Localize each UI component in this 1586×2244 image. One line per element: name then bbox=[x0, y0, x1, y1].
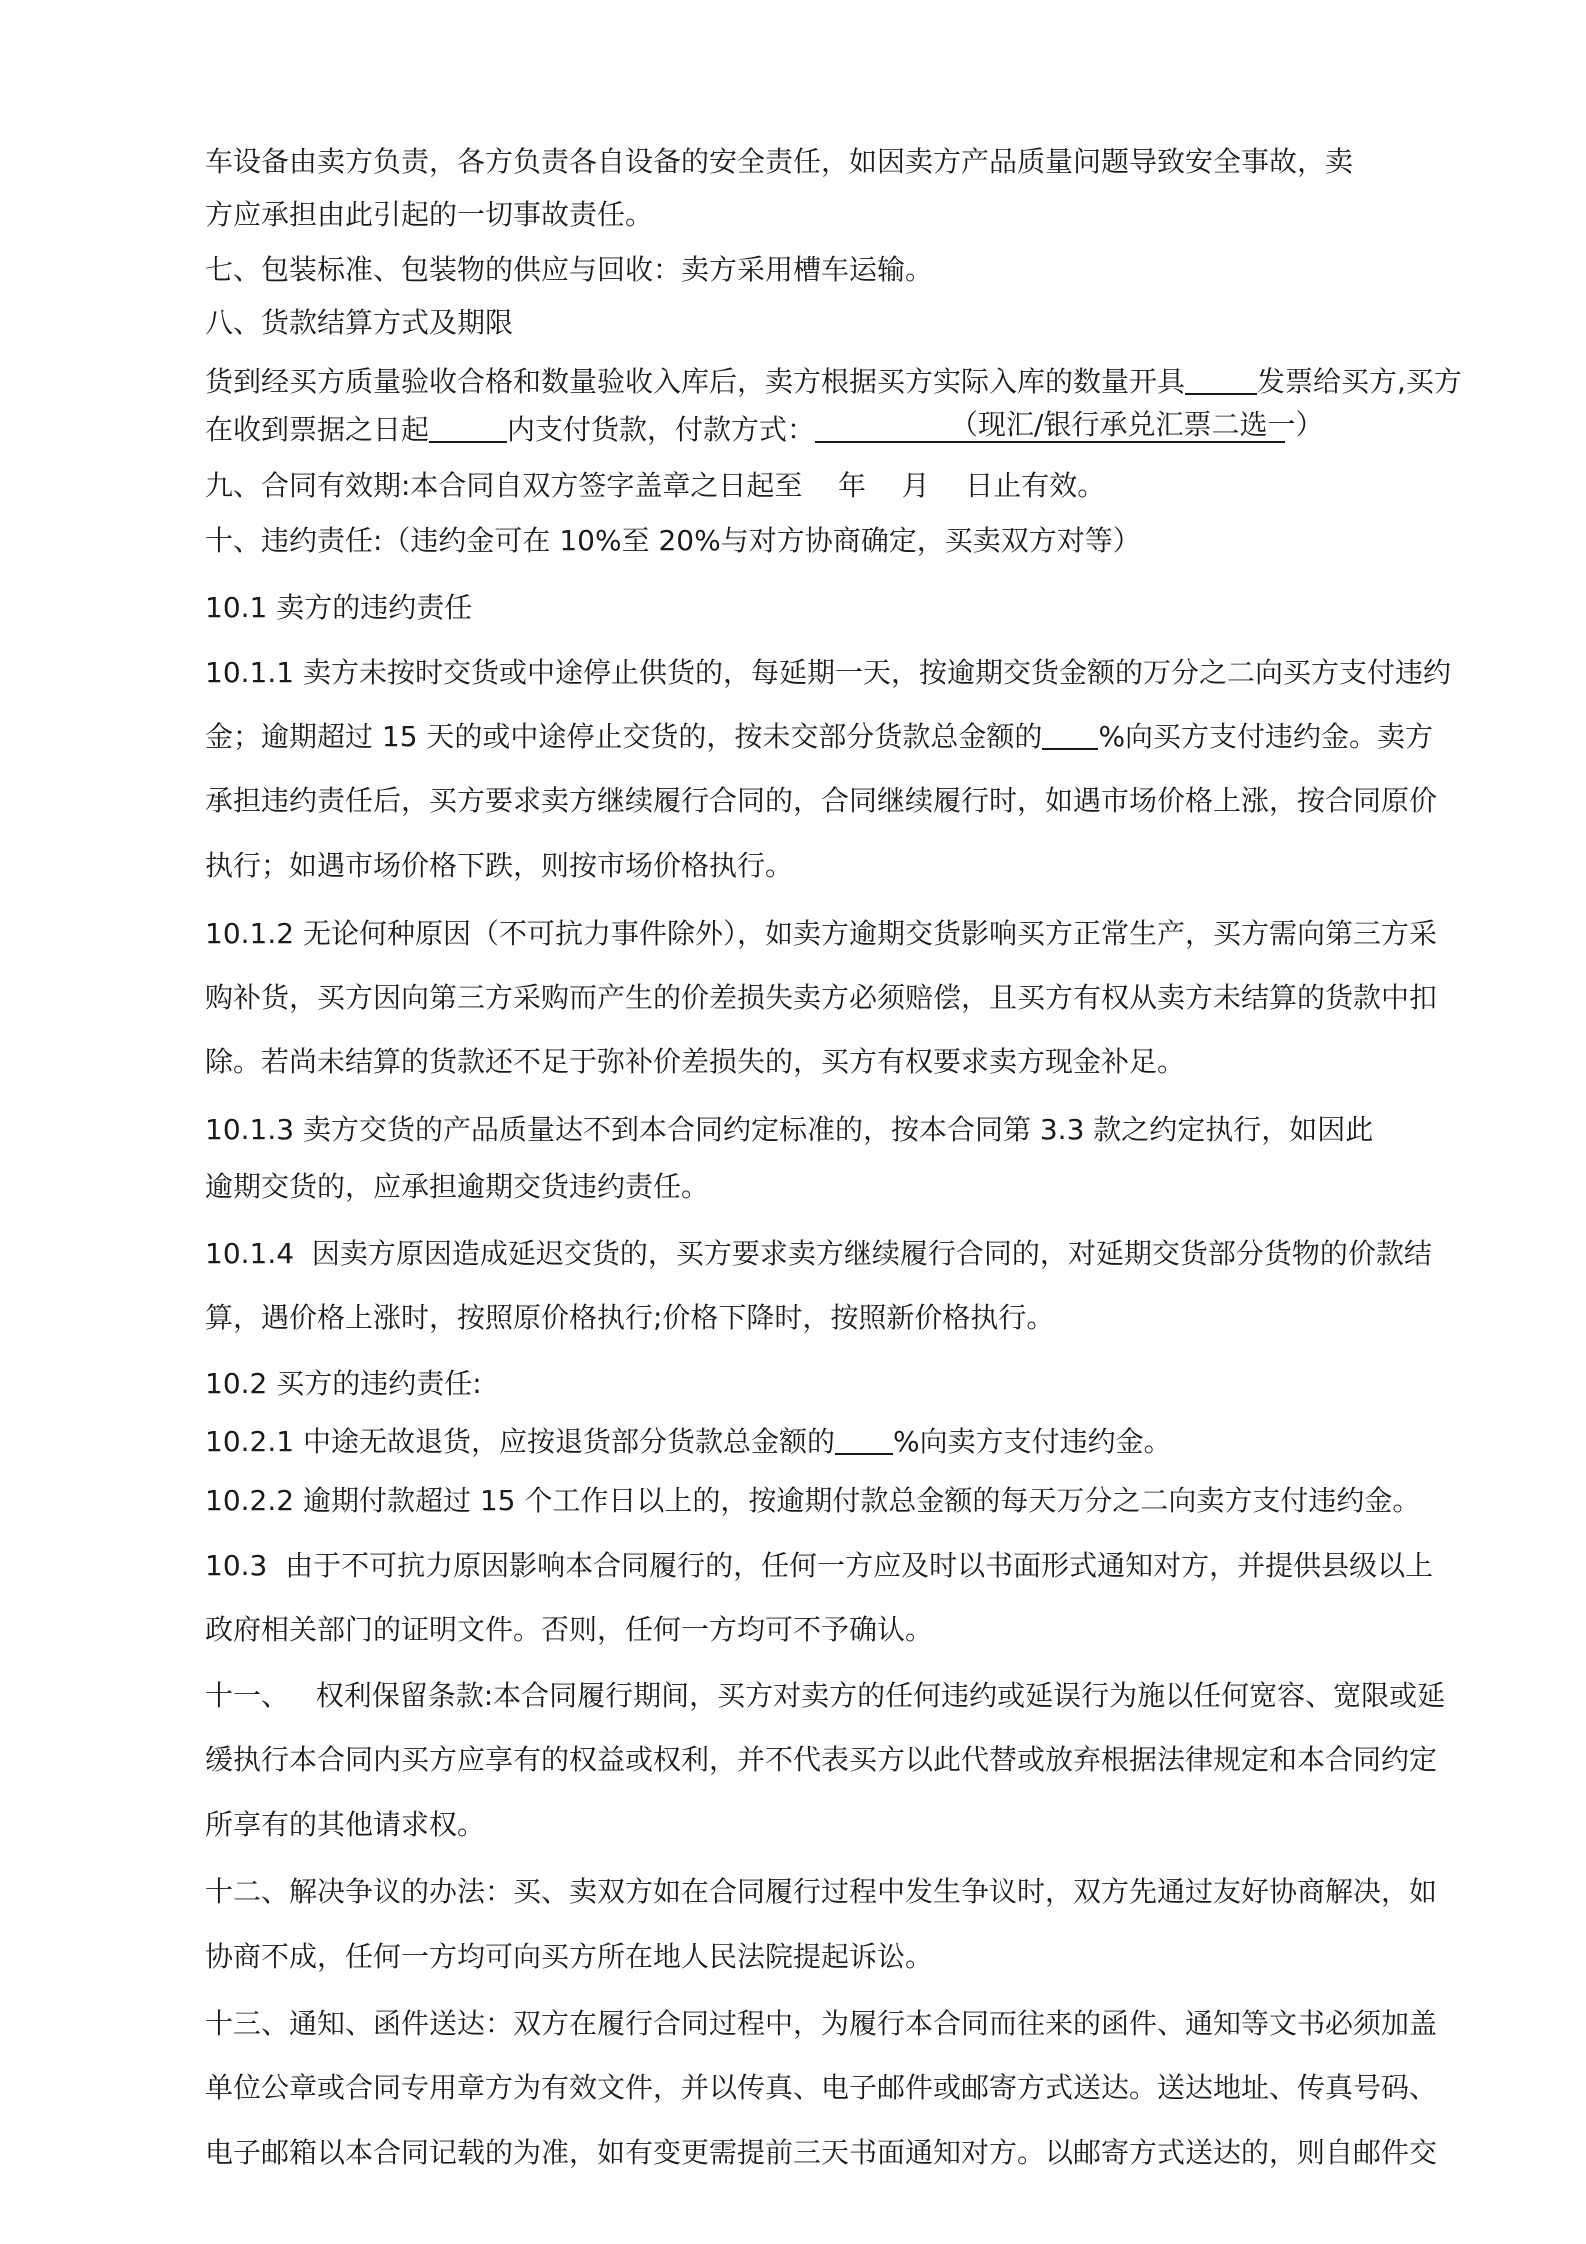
text-run: 十三、通知、函件送达：双方在履行合同过程中，为履行本合同而往来的函件、通知等文书必须加盖 bbox=[205, 2007, 1438, 2040]
text-run: 缓执行本合同内买方应享有的权益或权利，并不代表买方以此代替或放弃根据法律规定和本合同约定 bbox=[205, 1743, 1438, 1776]
blank-field bbox=[1042, 718, 1098, 750]
section-heading bbox=[205, 1872, 1437, 1912]
text-run: 10.1.3 卖方交货的产品质量达不到本合同约定标准的，按本合同第 3.3 款之约定执行，如因此 bbox=[205, 1113, 1374, 1146]
text-line bbox=[205, 846, 793, 886]
text-run: 八、货款结算方式及期限 bbox=[205, 306, 514, 339]
text-run: %向买方支付违约金。卖方 bbox=[1098, 720, 1434, 753]
text-line bbox=[205, 1167, 709, 1207]
text-run: 货到经买方质量验收合格和数量验收入库后，卖方根据买方实际入库的数量开具 bbox=[205, 365, 1186, 398]
blank-field bbox=[429, 411, 507, 443]
text-line bbox=[205, 1937, 933, 1977]
text-run: 单位公章或合同专用章方为有效文件，并以传真、电子邮件或邮寄方式送达。送达地址、传真号码、 bbox=[205, 2071, 1438, 2104]
text-run: %向卖方支付违约金。 bbox=[892, 1425, 1172, 1458]
text-run: 九、合同有效期:本合同自双方签字盖章之日起至 年 月 日止有效。 bbox=[205, 469, 1106, 502]
text-run: 政府相关部门的证明文件。否则，任何一方均可不予确认。 bbox=[205, 1613, 934, 1646]
section-heading bbox=[205, 521, 1141, 561]
text-line bbox=[205, 1546, 1433, 1586]
blank-field bbox=[1185, 363, 1257, 395]
text-line bbox=[205, 408, 1324, 450]
text-line bbox=[205, 653, 1451, 693]
text-line bbox=[205, 1234, 1432, 1274]
text-line bbox=[205, 2068, 1437, 2108]
text-line bbox=[205, 978, 1437, 1018]
text-run: 在收到票据之日起 bbox=[205, 413, 430, 446]
text-run: 承担违约责任后，买方要求卖方继续履行合同的，合同继续履行时，如遇市场价格上涨，按合同原价 bbox=[205, 784, 1438, 817]
text-run: 10.1 卖方的违约责任 bbox=[205, 591, 473, 624]
text-run: （现汇/银行承兑汇票二选一） bbox=[950, 408, 1324, 441]
text-run: 电子邮箱以本合同记载的为准，如有变更需提前三天书面通知对方。以邮寄方式送达的，则自邮件交 bbox=[205, 2136, 1438, 2169]
text-line bbox=[205, 2133, 1437, 2173]
text-run: 10.1.1 卖方未按时交货或中途停止供货的，每延期一天，按逾期交货金额的万分之二向买方支付违约 bbox=[205, 656, 1451, 689]
text-run: 10.3 由于不可抗力原因影响本合同履行的，任何一方应及时以书面形式通知对方，并提供县级以上 bbox=[205, 1549, 1434, 1582]
text-run: 方应承担由此引起的一切事故责任。 bbox=[205, 198, 654, 231]
text-line bbox=[205, 1110, 1373, 1150]
text-run: 10.2.2 逾期付款超过 15 个工作日以上的，按逾期付款总金额的每天万分之二向卖方支付违约金。 bbox=[205, 1484, 1421, 1517]
text-run: 购补货，买方因向第三方采购而产生的价差损失卖方必须赔偿，且买方有权从卖方未结算的货款中扣 bbox=[205, 981, 1438, 1014]
text-run: 发票给买方,买方 bbox=[1257, 365, 1462, 398]
text-line bbox=[205, 1610, 933, 1650]
text-run: 10.1.4 因卖方原因造成延迟交货的，买方要求卖方继续履行合同的，对延期交货部分货物的价款结 bbox=[205, 1237, 1432, 1270]
section-heading bbox=[205, 303, 513, 343]
text-run: 逾期交货的，应承担逾期交货违约责任。 bbox=[205, 1170, 710, 1203]
blank-field bbox=[815, 408, 1324, 443]
text-line bbox=[205, 717, 1433, 757]
text-run: 执行；如遇市场价格下跌，则按市场价格执行。 bbox=[205, 849, 794, 882]
text-run: 车设备由卖方负责，各方负责各自设备的安全责任，如因卖方产品质量问题导致安全事故，卖 bbox=[205, 145, 1354, 178]
text-line bbox=[205, 362, 1462, 402]
text-run: 除。若尚未结算的货款还不足于弥补价差损失的，买方有权要求卖方现金补足。 bbox=[205, 1045, 1186, 1078]
text-run: 内支付货款，付款方式： bbox=[507, 413, 816, 446]
text-line bbox=[205, 914, 1437, 954]
section-heading bbox=[205, 250, 933, 290]
section-heading bbox=[205, 2004, 1437, 2044]
text-run: 金；逾期超过 15 天的或中途停止交货的，按未交部分货款总金额的 bbox=[205, 720, 1043, 753]
text-run: 算，遇价格上涨时，按照原价格执行;价格下降时，按照新价格执行。 bbox=[205, 1301, 1055, 1334]
text-run: 10.2 买方的违约责任: bbox=[205, 1367, 482, 1400]
text-run: 十一、 权利保留条款:本合同履行期间，买方对卖方的任何违约或延误行为施以任何宽容、宽限或延 bbox=[205, 1679, 1446, 1712]
text-line bbox=[205, 1298, 1054, 1338]
section-heading bbox=[205, 466, 1105, 506]
text-line bbox=[205, 1422, 1172, 1462]
text-line bbox=[205, 781, 1437, 821]
text-run: 十二、解决争议的办法：买、卖双方如在合同履行过程中发生争议时，双方先通过友好协商解决，如 bbox=[205, 1875, 1438, 1908]
text-run: 所享有的其他请求权。 bbox=[205, 1808, 486, 1841]
blank-field bbox=[835, 1423, 893, 1455]
text-run: 十、违约责任:（违约金可在 10%至 20%与对方协商确定，买卖双方对等） bbox=[205, 524, 1141, 557]
text-line bbox=[205, 1740, 1437, 1780]
section-heading bbox=[205, 1676, 1445, 1716]
text-line bbox=[205, 142, 1353, 182]
text-run: 10.2.1 中途无故退货，应按退货部分货款总金额的 bbox=[205, 1425, 835, 1458]
text-line bbox=[205, 1805, 485, 1845]
text-line bbox=[205, 1481, 1420, 1521]
subsection-heading bbox=[205, 1364, 482, 1404]
text-line bbox=[205, 1042, 1185, 1082]
subsection-heading bbox=[205, 588, 472, 628]
text-line bbox=[205, 195, 653, 235]
text-run: 七、包装标准、包装物的供应与回收：卖方采用槽车运输。 bbox=[205, 253, 934, 286]
text-run: 10.1.2 无论何种原因（不可抗力事件除外），如卖方逾期交货影响买方正常生产，买方需向第三方采 bbox=[205, 917, 1437, 950]
text-run: 协商不成，任何一方均可向买方所在地人民法院提起诉讼。 bbox=[205, 1940, 934, 1973]
